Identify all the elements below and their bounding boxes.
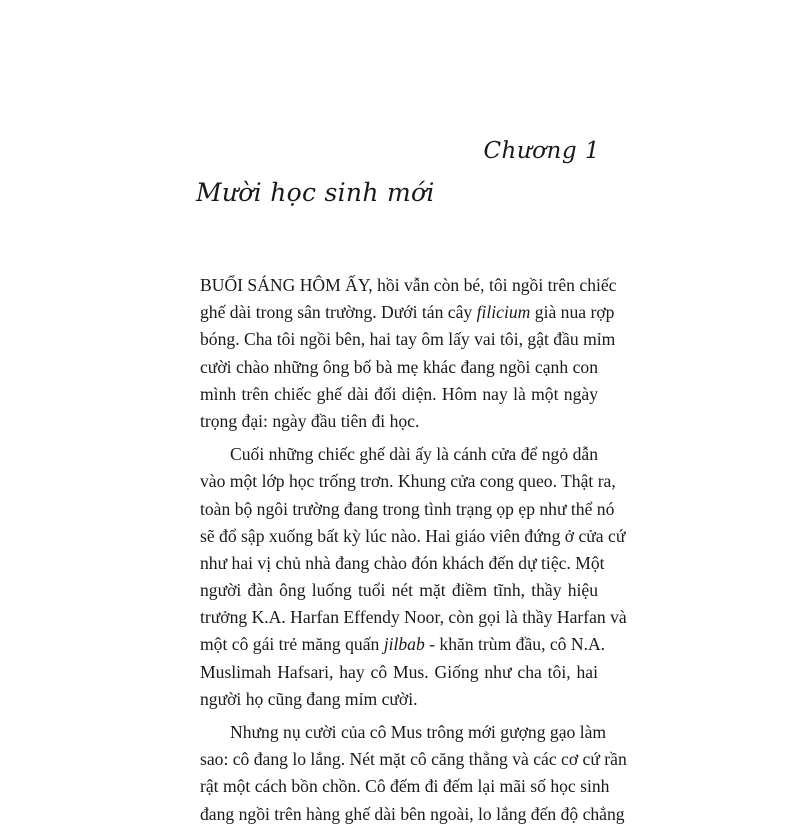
italic-term: filicium bbox=[476, 302, 531, 323]
text-run: đang ngồi trên hàng ghế dài bên ngoài, lo lắng đến độ chẳng bbox=[200, 803, 625, 824]
paragraph bbox=[200, 272, 617, 435]
text-run: mình trên chiếc ghế dài đối diện. Hôm nay là một ngày bbox=[200, 383, 598, 404]
text-run: BUỔI SÁNG HÔM ẤY, hồi vẫn còn bé, tôi ngồi trên chiếc bbox=[200, 275, 617, 295]
text-line bbox=[200, 801, 625, 828]
body-text bbox=[200, 272, 627, 828]
text-run: trọng đại: ngày đầu tiên đi học. bbox=[200, 410, 420, 431]
text-run: cười chào những ông bố bà mẹ khác đang ngồi cạnh con bbox=[200, 356, 598, 377]
text-line bbox=[200, 272, 617, 299]
text-line bbox=[200, 659, 598, 686]
text-run: - khăn trùm đầu, cô N.A. bbox=[424, 634, 606, 655]
text-line bbox=[200, 773, 610, 800]
text-run: ghế dài trong sân trường. Dưới tán cây bbox=[200, 302, 477, 323]
italic-term: jilbab bbox=[383, 634, 425, 655]
text-run: Cuối những chiếc ghế dài ấy là cánh cửa để ngỏ dẫn bbox=[230, 444, 598, 465]
text-run: rật một cách bồn chồn. Cô đếm đi đếm lại mãi số học sinh bbox=[200, 776, 610, 797]
text-run: sẽ đổ sập xuống bất kỳ lúc nào. Hai giáo viên đứng ở cửa cứ bbox=[200, 525, 626, 546]
text-run: bóng. Cha tôi ngồi bên, hai tay ôm lấy vai tôi, gật đầu mỉm bbox=[200, 329, 616, 350]
text-line bbox=[200, 719, 607, 746]
text-line bbox=[200, 686, 598, 713]
text-run: vào một lớp học trống trơn. Khung cửa cong queo. Thật ra, bbox=[200, 471, 616, 492]
text-run: trưởng K.A. Harfan Effendy Noor, còn gọi là thầy Harfan và bbox=[200, 607, 627, 628]
paragraph bbox=[200, 719, 627, 828]
text-line bbox=[200, 381, 598, 408]
text-run: người đàn ông luống tuổi nét mặt điềm tĩnh, thầy hiệu bbox=[200, 580, 598, 601]
text-line bbox=[200, 326, 616, 353]
text-line bbox=[200, 523, 626, 550]
text-run: già nua rợp bbox=[530, 302, 615, 323]
text-line bbox=[200, 631, 606, 658]
text-run: Nhưng nụ cười của cô Mus trông mới gượng gạo làm bbox=[230, 722, 607, 742]
text-line bbox=[200, 408, 598, 435]
text-run: toàn bộ ngôi trường đang trong tình trạng ọp ẹp như thể nó bbox=[200, 498, 615, 519]
text-run: người họ cũng đang mỉm cười. bbox=[200, 688, 418, 709]
paragraph bbox=[200, 441, 627, 713]
text-run: như hai vị chủ nhà đang chào đón khách đến dự tiệc. Một bbox=[200, 552, 605, 573]
chapter-title: Mười học sinh mới bbox=[196, 178, 435, 207]
text-run: sao: cô đang lo lắng. Nét mặt cô căng thẳng và các cơ cứ rần bbox=[200, 749, 627, 770]
text-line bbox=[200, 550, 605, 577]
text-line bbox=[200, 354, 598, 381]
text-line bbox=[200, 746, 627, 773]
text-run: một cô gái trẻ măng quấn bbox=[200, 634, 384, 655]
text-line bbox=[200, 299, 615, 326]
text-line bbox=[200, 604, 627, 631]
text-line bbox=[200, 496, 615, 523]
text-line bbox=[200, 441, 598, 468]
chapter-label: Chương 1 bbox=[483, 138, 600, 164]
text-run: Muslimah Hafsari, hay cô Mus. Giống như cha tôi, hai bbox=[200, 661, 598, 682]
text-line bbox=[200, 577, 598, 604]
text-line bbox=[200, 468, 616, 495]
